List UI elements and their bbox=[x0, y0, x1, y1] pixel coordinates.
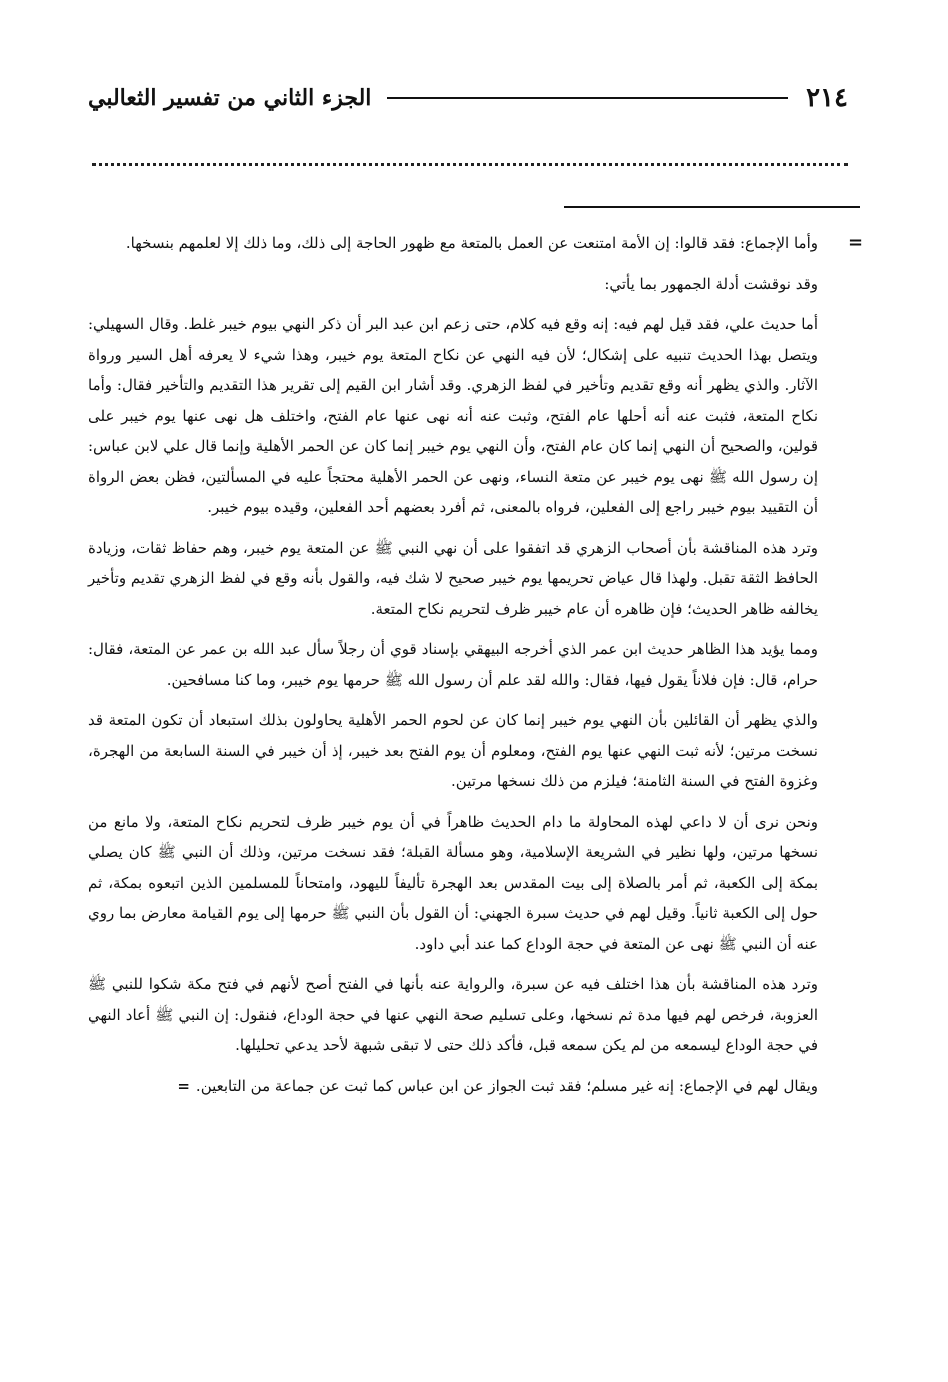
page-number: ٢١٤ bbox=[806, 83, 848, 113]
continuation-mark: = bbox=[848, 232, 864, 253]
paragraph-discussion-intro: وقد نوقشت أدلة الجمهور بما يأتي: bbox=[604, 274, 818, 293]
footnote-text bbox=[88, 228, 818, 1111]
page-header bbox=[88, 78, 848, 118]
paragraph-ijma: وأما الإجماع: فقد قالوا: إن الأمة امتنعت عن العمل بالمتعة مع ظهور الحاجة إلى ذلك، وما ذلك إلا لعلمهم بنسخها. bbox=[125, 234, 818, 252]
paragraph-sabra: وترد هذه المناقشة بأن هذا اختلف فيه عن سبرة، والرواية عنه بأنها في الفتح أصح لأنهم في فتح مكة شكوا للنبي ﷺ العزوبة، فرخص لهم فيها مدة ثم نسخها، وعلى تسليم صحة النهي عنها في حجة الوداع، فنقول: إن النبي ﷺ أعاد النهي في حجة الوداع ليسمعه من لم يكن سمعه قبل، فأكد ذلك حتى لا تبقى شبهة لأحد يدعي تحليلها. bbox=[88, 975, 818, 1054]
paragraph-ijma-reply bbox=[88, 1071, 818, 1102]
paragraph-hadith-ali: أما حديث علي، فقد قيل لهم فيه: إنه وقع فيه كلام، حتى زعم ابن عبد البر أن ذكر النهي بيوم خيبر غلط. وقال السهيلي: ويتصل بهذا الحديث تنبيه على إشكال؛ لأن فيه النهي عن نكاح المتعة يوم خيبر، وهذا شيء لا يعرفه أهل السير ورواة الآثار. والذي يظهر أنه وقع تقديم وتأخير في لفظ الزهري. وقد أشار ابن القيم إلى تقرير هذا التقديم والتأخير فقال: وأما نكاح المتعة، فثبت عنه أنه أحلها عام الفتح، وثبت عنه أنه نهى عنها عام الفتح، واختلف هل نهى عنها يوم خيبر على قولين، والصحيح أن النهي إنما كان عام الفتح، وأن النهي يوم خيبر إنما كان عن الحمر الأهلية وإنما قال علي لابن عباس: إن رسول الله ﷺ نهى يوم خيبر عن متعة النساء، ونهى عن الحمر الأهلية محتجاً عليه في المسألتين، فظن بعض الرواة أن التقييد بيوم خيبر راجع إلى الفعلين، فرواه بالمعنى، ثم أفرد بعضهم أحد الفعلين، وقيده بيوم خيبر. bbox=[88, 315, 818, 516]
dotted-separator bbox=[92, 163, 848, 166]
paragraph-ibn-umar: ومما يؤيد هذا الظاهر حديث ابن عمر الذي أخرجه البيهقي بإسناد قوي أن رجلاً سأل عبد الله بن عمر عن المتعة، فقال: حرام، قال: فإن فلاناً يقول فيها، فقال: والله لقد علم أن رسول الله ﷺ حرمها يوم خيبر، وما كنا مسافحين. bbox=[88, 640, 818, 689]
paragraph-rebuttal-zuhri: وترد هذه المناقشة بأن أصحاب الزهري قد اتفقوا على أن نهي النبي ﷺ عن المتعة يوم خيبر، وهم حفاظ ثقات، وزيادة الحافظ الثقة تقبل. ولهذا قال عياض تحريمها يوم خيبر صحيح لا شك فيه، والقول بأنه وقع في لفظ الزهري تقديم وتأخير يخالفه ظاهر الحديث؛ فإن ظاهره أن عام خيبر ظرف لتحريم نكاح المتعة. bbox=[88, 538, 818, 618]
header-rule bbox=[387, 97, 788, 99]
end-continuation-mark: = bbox=[177, 1076, 190, 1095]
running-title: الجزء الثاني من تفسير الثعالبي bbox=[88, 85, 372, 111]
ijma-reply-text: ويقال لهم في الإجماع: إنه غير مسلم؛ فقد ثبت الجواز عن ابن عباس كما ثبت عن جماعة من التابعين. bbox=[195, 1076, 818, 1095]
paragraph-qibla: ونحن نرى أن لا داعي لهذه المحاولة ما دام الحديث ظاهراً في أن يوم خيبر ظرف لتحريم نكاح المتعة، ولا مانع من نسخها مرتين، ولها نظير في الشريعة الإسلامية، وهو مسألة القبلة؛ فقد نسخت مرتين، وذلك أن النبي ﷺ كان يصلي بمكة إلى الكعبة، ثم أمر بالصلاة إلى بيت المقدس بعد الهجرة تأليفاً لليهود، وامتحاناً للمسلمين الذين اتبعوه بمكة، ثم حول إلى الكعبة ثانياً. وقيل لهم في حديث سبرة الجهني: أن القول بأن النبي ﷺ حرمها إلى يوم القيامة معارض بما روي عنه أن النبي ﷺ نهى عن المتعة في حجة الوداع كما عند أبي داود. bbox=[88, 812, 818, 953]
paragraph-two-abrogations: والذي يظهر أن القائلين بأن النهي يوم خيبر إنما كان عن لحوم الحمر الأهلية يحاولون بذلك استبعاد أن تكون المتعة قد نسخت مرتين؛ لأنه ثبت النهي عنها يوم الفتح، ومعلوم أن يوم الفتح بعد خيبر، إذ أن خيبر في السنة السابعة من الهجرة، وغزوة الفتح في السنة الثامنة؛ فيلزم من ذلك نسخها مرتين. bbox=[88, 711, 818, 790]
footnote-separator bbox=[564, 206, 860, 208]
